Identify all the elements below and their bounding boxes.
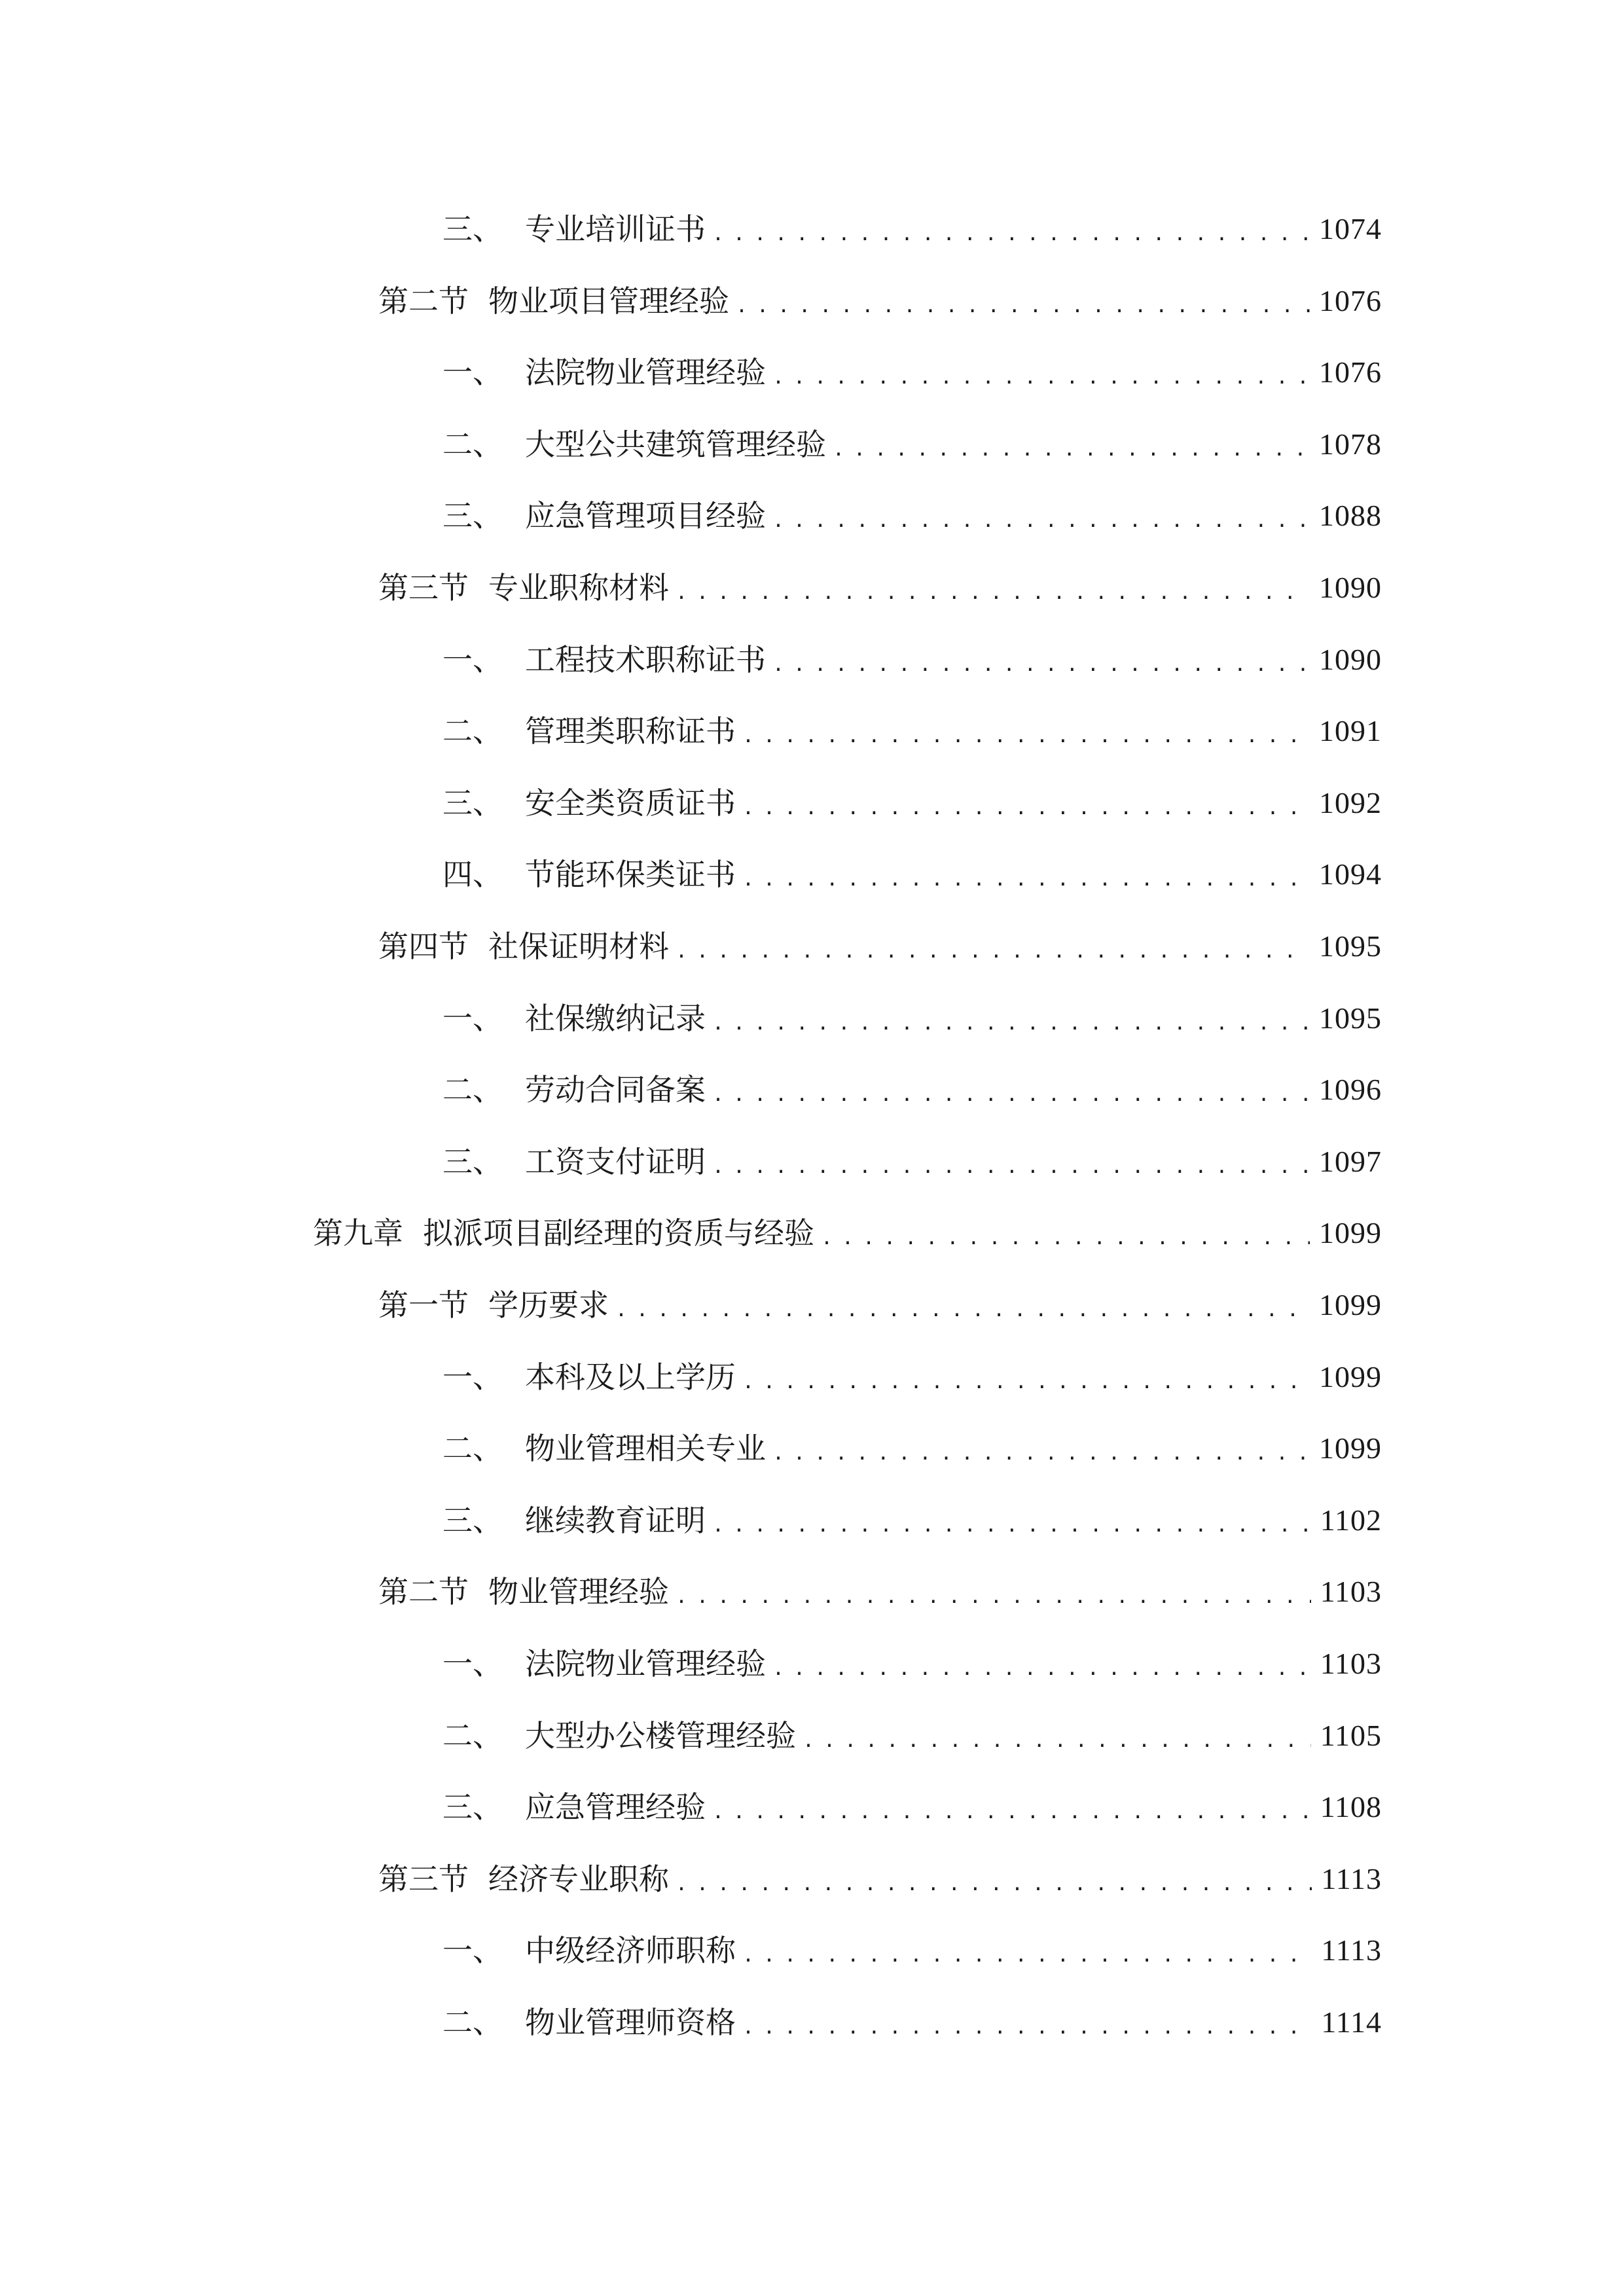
toc-entry-page-number: 1102 <box>1320 1503 1382 1537</box>
toc-entry[interactable] <box>313 1207 1382 1259</box>
toc-dot-leader <box>742 710 1310 762</box>
toc-entry[interactable] <box>442 1710 1382 1762</box>
toc-dot-leader <box>833 423 1310 476</box>
toc-entry-title: 工程技术职称证书 <box>525 641 766 677</box>
toc-dot-leader <box>736 280 1310 332</box>
toc-entry-page-number: 1103 <box>1320 1647 1382 1680</box>
toc-entry-title: 中级经济师职称 <box>525 1933 736 1969</box>
toc-entry-number: 二、 <box>442 1072 503 1108</box>
toc-dot-leader <box>742 1356 1310 1408</box>
toc-dot-leader <box>803 1715 1311 1767</box>
toc-dot-leader <box>712 208 1310 260</box>
toc-entry-number: 第九章 <box>313 1215 403 1251</box>
toc-entry-number: 第一节 <box>378 1287 469 1323</box>
toc-entry-number: 三、 <box>442 1789 503 1825</box>
toc-entry-page-number: 1078 <box>1319 427 1382 461</box>
toc-entry-title: 本科及以上学历 <box>525 1359 736 1395</box>
toc-entry-number: 第二节 <box>378 1574 469 1610</box>
toc-entry-number: 三、 <box>442 1143 503 1179</box>
toc-dot-leader <box>676 1571 1311 1623</box>
toc-entry-page-number: 1076 <box>1319 355 1382 389</box>
toc-entry-number: 二、 <box>442 713 503 749</box>
toc-entry-page-number: 1114 <box>1321 2005 1382 2039</box>
toc-entry-page-number: 1091 <box>1319 714 1382 748</box>
toc-entry-page-number: 1113 <box>1321 1861 1382 1895</box>
toc-entry-page-number: 1099 <box>1319 1431 1382 1465</box>
toc-entry[interactable] <box>378 562 1382 614</box>
toc-entry-number: 一、 <box>442 641 503 677</box>
toc-entry-number: 三、 <box>442 785 503 821</box>
toc-dot-leader <box>712 1786 1311 1839</box>
toc-entry-number: 三、 <box>442 498 503 534</box>
toc-entry[interactable] <box>442 1781 1382 1833</box>
toc-entry-title: 经济专业职称 <box>488 1861 669 1897</box>
toc-dot-leader <box>772 1427 1310 1480</box>
toc-entry-page-number: 1090 <box>1319 642 1382 676</box>
toc-entry-number: 四、 <box>442 857 503 893</box>
toc-entry-title: 法院物业管理经验 <box>525 355 766 391</box>
toc-entry-page-number: 1099 <box>1319 1359 1382 1393</box>
toc-dot-leader <box>676 925 1310 978</box>
toc-entry[interactable] <box>442 634 1382 686</box>
toc-dot-leader <box>712 1499 1311 1552</box>
toc-dot-leader <box>615 1284 1310 1336</box>
toc-entry-title: 专业培训证书 <box>525 211 706 247</box>
toc-entry-number: 二、 <box>442 426 503 462</box>
toc-dot-leader <box>712 1141 1310 1193</box>
toc-entry[interactable] <box>442 203 1382 255</box>
toc-dot-leader <box>772 495 1310 547</box>
toc-entry[interactable] <box>442 490 1382 542</box>
toc-entry[interactable] <box>442 418 1382 471</box>
toc-entry[interactable] <box>378 275 1382 327</box>
toc-entry-page-number: 1074 <box>1319 212 1382 245</box>
toc-entry-number: 一、 <box>442 1000 503 1036</box>
toc-dot-leader <box>742 853 1310 906</box>
toc-dot-leader <box>676 567 1310 619</box>
toc-entry-title: 大型办公楼管理经验 <box>525 1717 796 1753</box>
toc-entry-page-number: 1088 <box>1319 499 1382 533</box>
toc-dot-leader <box>712 1069 1310 1121</box>
toc-entry[interactable] <box>442 1064 1382 1116</box>
toc-entry-number: 第三节 <box>378 570 469 605</box>
toc-entry-title: 拟派项目副经理的资质与经验 <box>423 1215 814 1251</box>
toc-dot-leader <box>772 1643 1311 1695</box>
toc-entry-number: 二、 <box>442 1717 503 1753</box>
toc-dot-leader <box>712 997 1310 1050</box>
toc-entry[interactable] <box>442 1351 1382 1403</box>
toc-entry-number: 三、 <box>442 211 503 247</box>
toc-entry-page-number: 1094 <box>1319 857 1382 891</box>
toc-entry[interactable] <box>378 1566 1382 1618</box>
toc-entry-title: 物业管理师资格 <box>525 2005 736 2040</box>
toc-entry-page-number: 1108 <box>1320 1790 1382 1824</box>
toc-entry-page-number: 1090 <box>1319 571 1382 604</box>
toc-dot-leader <box>821 1212 1310 1265</box>
toc-entry-title: 社保证明材料 <box>488 929 669 964</box>
toc-entry-number: 二、 <box>442 2005 503 2040</box>
toc-entry-title: 工资支付证明 <box>525 1143 706 1179</box>
toc-entry[interactable] <box>378 1853 1382 1905</box>
toc-entry-title: 应急管理项目经验 <box>525 498 766 534</box>
toc-entry-title: 大型公共建筑管理经验 <box>525 426 826 462</box>
toc-entry[interactable] <box>442 1422 1382 1475</box>
toc-entry[interactable] <box>442 1996 1382 2049</box>
toc-entry-number: 一、 <box>442 355 503 391</box>
toc-entry[interactable] <box>442 1638 1382 1690</box>
toc-entry-title: 物业项目管理经验 <box>488 283 729 319</box>
toc-entry-number: 第二节 <box>378 283 469 319</box>
toc-entry-number: 一、 <box>442 1646 503 1681</box>
toc-entry[interactable] <box>442 1494 1382 1547</box>
toc-entry-title: 专业职称材料 <box>488 570 669 605</box>
toc-entry-page-number: 1105 <box>1320 1718 1382 1752</box>
toc-entry[interactable] <box>442 1924 1382 1977</box>
toc-entry-title: 社保缴纳记录 <box>525 1000 706 1036</box>
toc-entry[interactable] <box>378 920 1382 973</box>
toc-entry-title: 学历要求 <box>488 1287 609 1323</box>
toc-dot-leader <box>676 1858 1312 1910</box>
toc-entry-number: 第四节 <box>378 929 469 964</box>
toc-entry-title: 物业管理经验 <box>488 1574 669 1610</box>
toc-entry-page-number: 1092 <box>1319 785 1382 819</box>
toc-entry-title: 应急管理经验 <box>525 1789 706 1825</box>
toc-entry-page-number: 1099 <box>1319 1288 1382 1321</box>
toc-entry-title: 安全类资质证书 <box>525 785 736 821</box>
toc-entry-number: 二、 <box>442 1431 503 1467</box>
toc-dot-leader <box>742 1929 1312 1982</box>
toc-entry-title: 物业管理相关专业 <box>525 1431 766 1467</box>
toc-entry-page-number: 1095 <box>1319 1001 1382 1035</box>
toc-entry[interactable] <box>442 992 1382 1045</box>
toc-entry-title: 管理类职称证书 <box>525 713 736 749</box>
toc-entry-title: 继续教育证明 <box>525 1502 706 1538</box>
toc-entry-title: 法院物业管理经验 <box>525 1646 766 1681</box>
toc-entry-page-number: 1097 <box>1319 1144 1382 1178</box>
toc-entry-title: 节能环保类证书 <box>525 857 736 893</box>
toc-entry[interactable] <box>442 848 1382 901</box>
toc-dot-leader <box>742 2001 1312 2054</box>
toc-entry[interactable] <box>442 705 1382 757</box>
toc-dot-leader <box>772 351 1310 404</box>
toc-entry[interactable] <box>442 346 1382 399</box>
toc-entry-number: 一、 <box>442 1933 503 1969</box>
toc-entry[interactable] <box>442 1136 1382 1188</box>
toc-entry-number: 三、 <box>442 1502 503 1538</box>
toc-entry-page-number: 1099 <box>1319 1216 1382 1250</box>
toc-dot-leader <box>742 782 1310 834</box>
toc-entry-page-number: 1076 <box>1319 283 1382 317</box>
toc-entry-number: 一、 <box>442 1359 503 1395</box>
toc-entry-page-number: 1113 <box>1321 1933 1382 1967</box>
toc-entry-number: 第三节 <box>378 1861 469 1897</box>
toc-entry[interactable] <box>442 777 1382 829</box>
toc-dot-leader <box>772 639 1310 691</box>
toc-entry-page-number: 1095 <box>1319 929 1382 963</box>
toc-entry-page-number: 1103 <box>1320 1575 1382 1609</box>
toc-entry[interactable] <box>378 1279 1382 1331</box>
toc-entry-title: 劳动合同备案 <box>525 1072 706 1108</box>
toc-entry-page-number: 1096 <box>1319 1073 1382 1107</box>
